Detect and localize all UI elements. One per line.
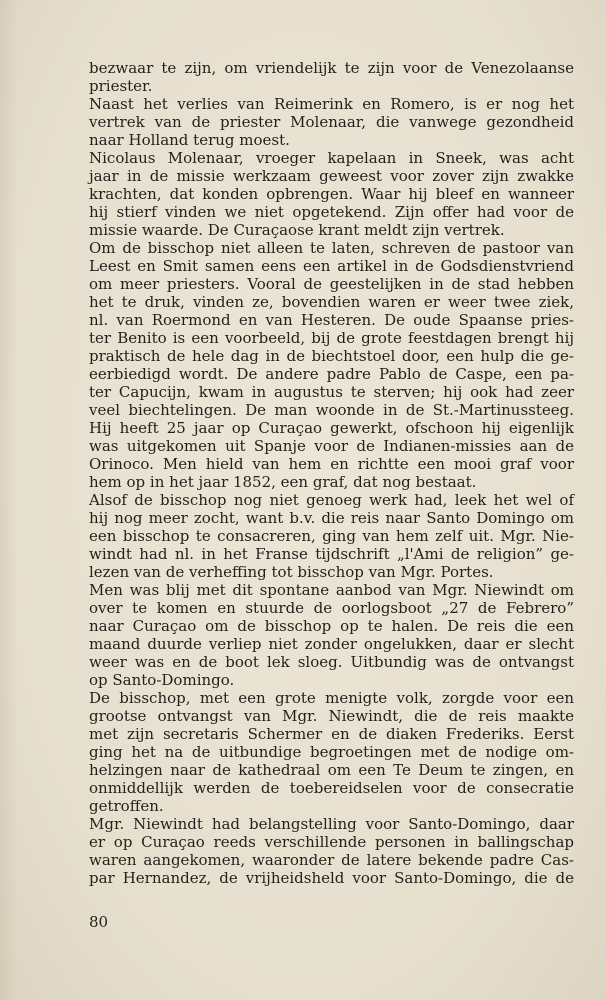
text-line: ter Benito is een voorbeeld, bij de grote feestdagen brengt hij [89,329,574,347]
text-line: Men was blij met dit spontane aanbod van Mgr. Niewindt om [89,581,574,599]
text-line: ter Capucijn, kwam in augustus te sterven; hij ook had zeer [89,383,574,401]
text-line: onmiddellijk werden de toebereidselen voor de consecratie [89,779,574,797]
text-line: praktisch de hele dag in de biechtstoel door, een hulp die ge- [89,347,574,365]
text-line: weer was en de boot lek sloeg. Uitbundig was de ontvangst [89,653,574,671]
text-line: hij stierf vinden we niet opgetekend. Zijn offer had voor de [89,203,574,221]
text-line: nl. van Roermond en van Hesteren. De oude Spaanse pries- [89,311,574,329]
text-line: waren aangekomen, waaronder de latere bekende padre Cas- [89,851,574,869]
text-line: De bisschop, met een grote menigte volk, zorgde voor een [89,689,574,707]
paragraph [89,149,574,239]
text-line: met zijn secretaris Schermer en de diaken Frederiks. Eerst [89,725,574,743]
paragraph [89,95,574,149]
page-number: 80 [89,913,109,931]
text-line: Orinoco. Men hield van hem en richtte een mooi graf voor [89,455,574,473]
text-line: Om de bisschop niet alleen te laten, schreven de pastoor van [89,239,574,257]
text-line: op Santo-Domingo. [89,671,235,689]
text-line: windt had nl. in het Franse tijdschrift „l'Ami de religion” ge- [89,545,574,563]
text-line: was uitgekomen uit Spanje voor de Indianen-missies aan de [89,437,574,455]
text-line: Naast het verlies van Reimerink en Romero, is er nog het [89,95,574,113]
paragraph [89,581,574,689]
text-line: getroffen. [89,797,164,815]
text-line: lezen van de verheffing tot bisschop van Mgr. Portes. [89,563,494,581]
text-line: hem op in het jaar 1852, een graf, dat nog bestaat. [89,473,477,491]
text-line: Mgr. Niewindt had belangstelling voor Santo-Domingo, daar [89,815,574,833]
text-line: Hij heeft 25 jaar op Curaçao gewerkt, ofschoon hij eigenlijk [89,419,574,437]
text-line: maand duurde verliep niet zonder ongelukken, daar er slecht [89,635,574,653]
text-line: naar Holland terug moest. [89,131,290,149]
text-line: krachten, dat konden opbrengen. Waar hij bleef en wanneer [89,185,574,203]
text-line: par Hernandez, de vrijheidsheld voor Santo-Domingo, die de [89,869,574,887]
text-line: om meer priesters. Vooral de geestelijken in de stad hebben [89,275,574,293]
paragraph [89,59,574,95]
paragraph [89,239,574,491]
text-line: vertrek van de priester Molenaar, die vanwege gezondheid [89,113,574,131]
text-line: Leest en Smit samen eens een artikel in de Godsdienstvriend [89,257,574,275]
paragraph [89,815,574,887]
body-text [89,59,574,887]
text-line: het te druk, vinden ze, bovendien waren er weer twee ziek, [89,293,574,311]
paragraph [89,491,574,581]
text-line: helzingen naar de kathedraal om een Te Deum te zingen, en [89,761,574,779]
text-line: grootse ontvangst van Mgr. Niewindt, die de reis maakte [89,707,574,725]
text-line: er op Curaçao reeds verschillende personen in ballingschap [89,833,574,851]
text-line: veel biechtelingen. De man woonde in de St.-Martinussteeg. [89,401,574,419]
paragraph [89,689,574,815]
text-line: missie waarde. De Curaçaose krant meldt zijn vertrek. [89,221,505,239]
text-line: jaar in de missie werkzaam geweest voor zover zijn zwakke [89,167,574,185]
text-line: Nicolaus Molenaar, vroeger kapelaan in Sneek, was acht [89,149,574,167]
text-line: priester. [89,77,153,95]
text-line: ging het na de uitbundige begroetingen met de nodige om- [89,743,574,761]
text-line: eerbiedigd wordt. De andere padre Pablo de Caspe, een pa- [89,365,574,383]
text-line: een bisschop te consacreren, ging van hem zelf uit. Mgr. Nie- [89,527,574,545]
text-line: bezwaar te zijn, om vriendelijk te zijn voor de Venezolaanse [89,59,574,77]
text-line: naar Curaçao om de bisschop op te halen. De reis die een [89,617,574,635]
text-line: Alsof de bisschop nog niet genoeg werk had, leek het wel of [89,491,574,509]
text-line: over te komen en stuurde de oorlogsboot „27 de Febrero” [89,599,574,617]
text-line: hij nog meer zocht, want b.v. die reis naar Santo Domingo om [89,509,574,527]
